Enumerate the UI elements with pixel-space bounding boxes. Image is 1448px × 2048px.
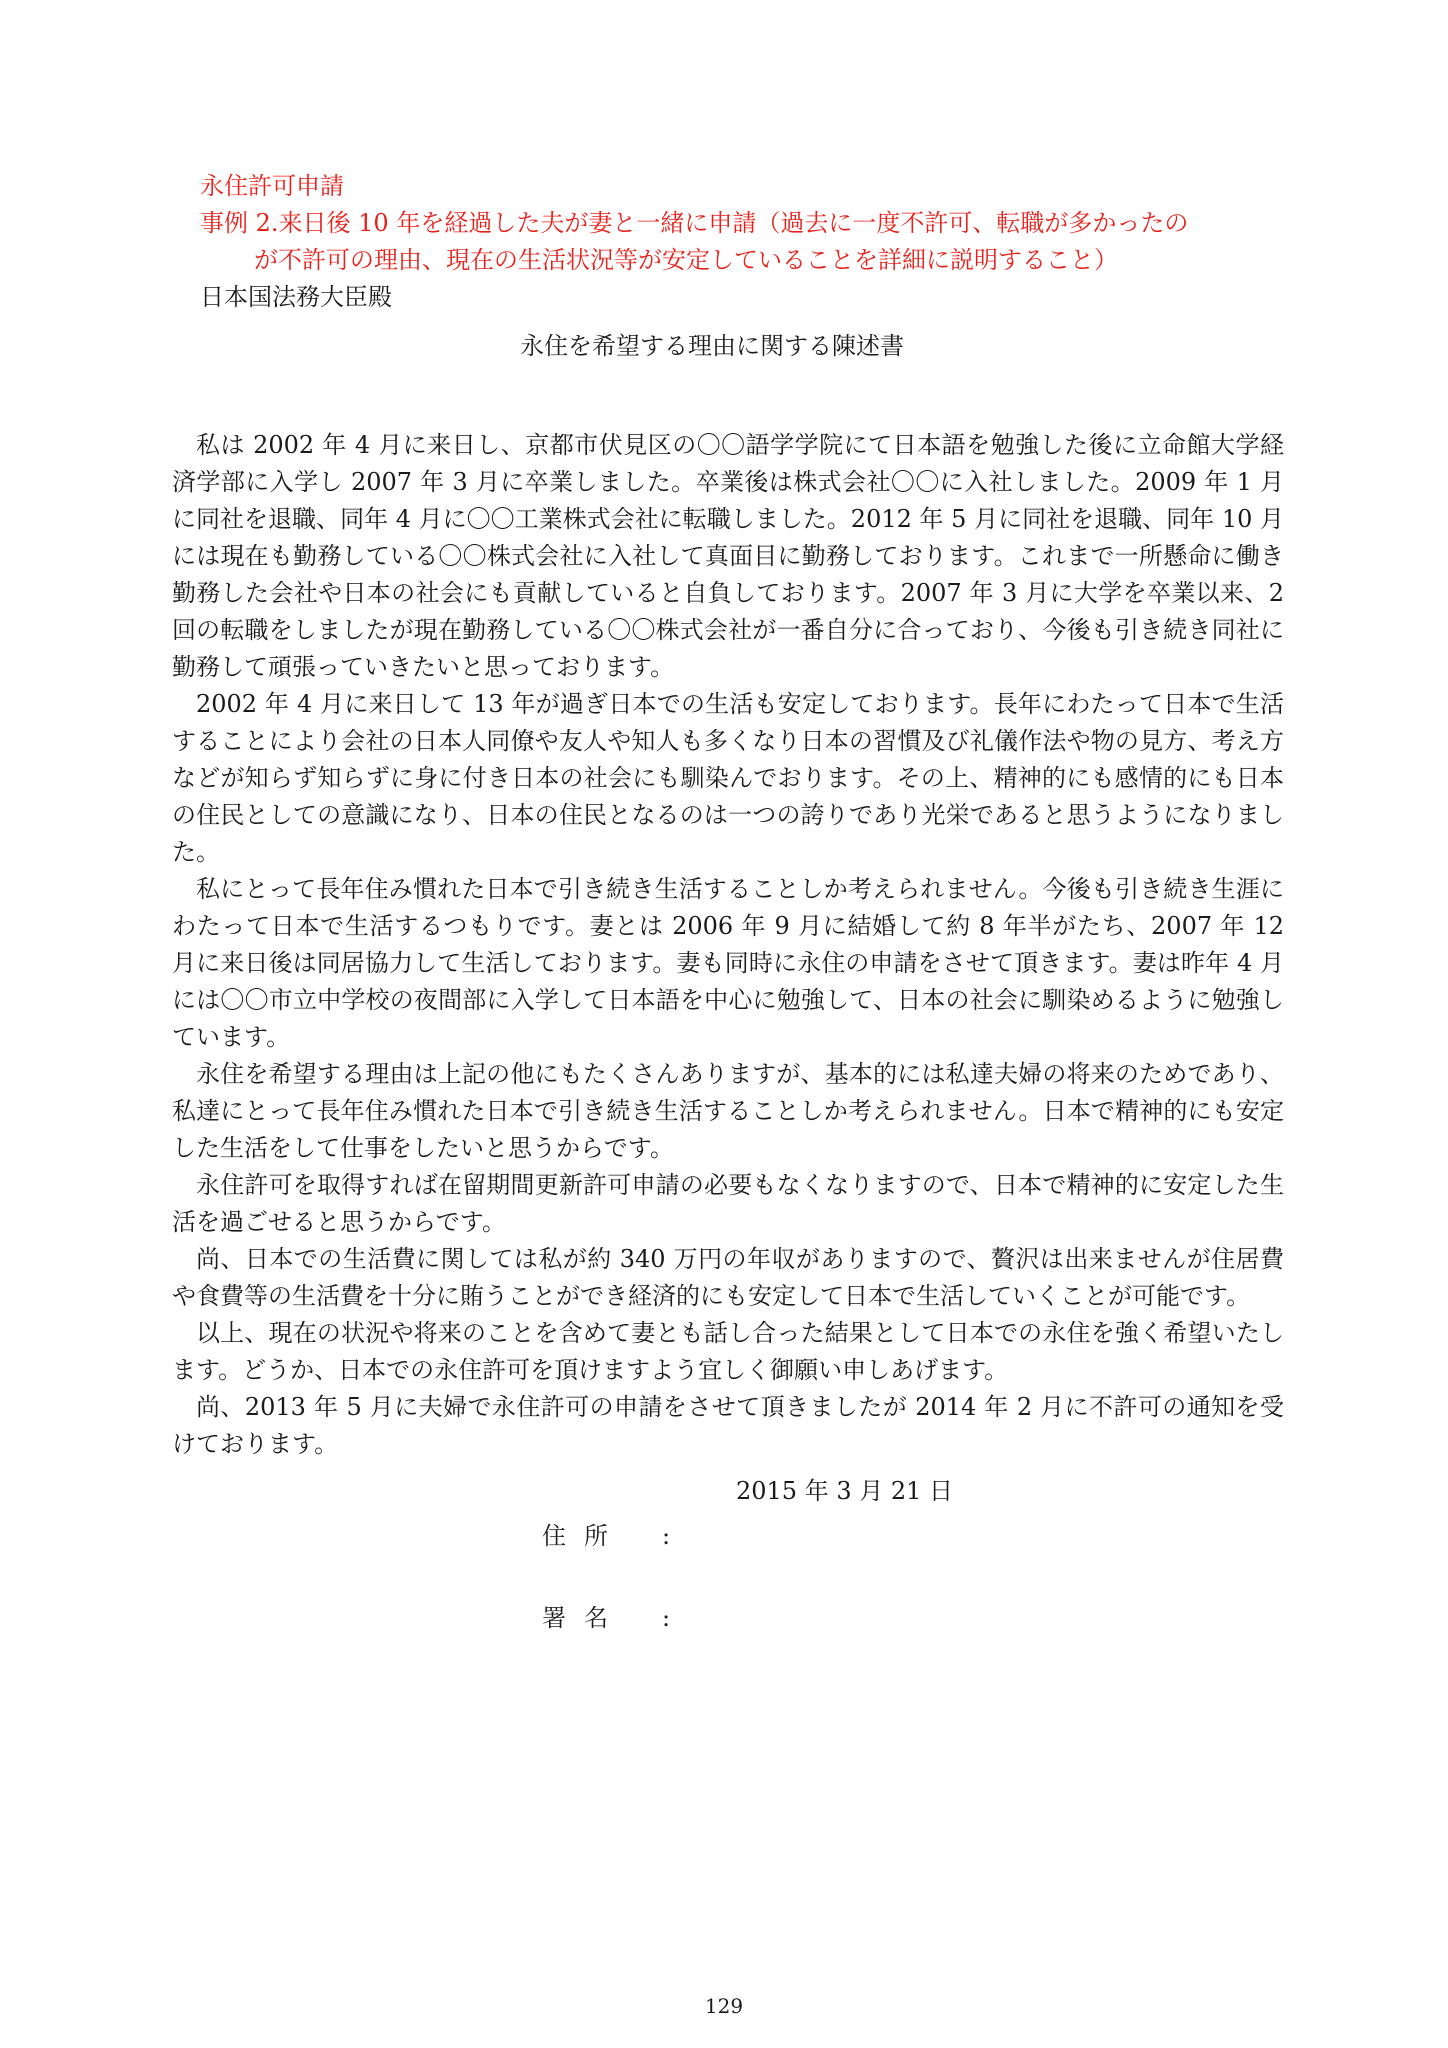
signature-colon: : xyxy=(662,1604,671,1632)
paragraph: 私にとって長年住み慣れた日本で引き続き生活することしか考えられません。今後も引き続き生涯にわたって日本で生活するつもりです。妻とは 2006 年 9 月に結婚して約 8 年半がたち、2007 年 12 月に来日後は同居協力して生活しております。妻も同時に永住の申請をさせて頂きます。妻は昨年 4 月には〇〇市立中学校の夜間部に入学して日本語を中心に勉強して、日本の社会に馴染めるように勉強しています。 xyxy=(172,875,1284,1051)
paragraph: 尚、2013 年 5 月に夫婦で永住許可の申請をさせて頂きましたが 2014 年 2 月に不許可の通知を受けております。 xyxy=(172,1393,1284,1458)
addressee: 日本国法務大臣殿 xyxy=(200,283,392,311)
statement-body xyxy=(172,427,1284,1463)
paragraph: 永住許可を取得すれば在留期間更新許可申請の必要もなくなりますので、日本で精神的に安定した生活を過ごせると思うからです。 xyxy=(172,1171,1284,1236)
document-page xyxy=(172,168,1284,1637)
address-label: 住所 xyxy=(542,1522,626,1550)
address-colon: : xyxy=(662,1522,671,1550)
document-title: 永住を希望する理由に関する陳述書 xyxy=(520,332,904,360)
signature-field xyxy=(542,1600,1284,1637)
page-number: 129 xyxy=(704,1994,744,2018)
signature-label: 署名 xyxy=(542,1604,626,1632)
address-field xyxy=(542,1518,1284,1555)
paragraph: 尚、日本での生活費に関しては私が約 340 万円の年収がありますので、贅沢は出来ませんが住居費や食費等の生活費を十分に賄うことができ経済的にも安定して日本で生活していくことが可能です。 xyxy=(172,1245,1284,1310)
case-description-line-1: 事例 2.来日後 10 年を経過した夫が妻と一緒に申請（過去に一度不許可、転職が多かったの xyxy=(200,209,1189,237)
case-description-line-2: が不許可の理由、現在の生活状況等が安定していることを詳細に説明すること） xyxy=(254,246,1118,274)
paragraph: 永住を希望する理由は上記の他にもたくさんありますが、基本的には私達夫婦の将来のためであり、私達にとって長年住み慣れた日本で引き続き生活することしか考えられません。日本で精神的にも安定した生活をして仕事をしたいと思うからです。 xyxy=(172,1060,1284,1162)
paragraph: 以上、現在の状況や将来のことを含めて妻とも話し合った結果として日本での永住を強く希望いたします。どうか、日本での永住許可を頂けますよう宜しく御願い申しあげます。 xyxy=(172,1319,1284,1384)
paragraph: 2002 年 4 月に来日して 13 年が過ぎ日本での生活も安定しております。長年にわたって日本で生活することにより会社の日本人同僚や友人や知人も多くなり日本の習慣及び礼儀作法や物の見方、考え方などが知らず知らずに身に付き日本の社会にも馴染んでおります。その上、精神的にも感情的にも日本の住民としての意識になり、日本の住民となるのは一つの誇りであり光栄であると思うようになりました。 xyxy=(172,690,1284,866)
paragraph: 私は 2002 年 4 月に来日し、京都市伏見区の〇〇語学学院にて日本語を勉強した後に立命館大学経済学部に入学し 2007 年 3 月に卒業しました。卒業後は株式会社〇〇に入社しました。2009 年 1 月に同社を退職、同年 4 月に〇〇工業株式会社に転職しました。2012 年 5 月に同社を退職、同年 10 月には現在も勤務している〇〇株式会社に入社して真面目に勤務しております。これまで一所懸命に働き勤務した会社や日本の社会にも貢献していると自負しております。2007 年 3 月に大学を卒業以来、2 回の転職をしましたが現在勤務している〇〇株式会社が一番自分に合っており、今後も引き続き同社に勤務して頑張っていきたいと思っております。 xyxy=(172,431,1284,681)
application-type-label: 永住許可申請 xyxy=(200,172,344,200)
statement-date: 2015 年 3 月 21 日 xyxy=(736,1477,954,1505)
